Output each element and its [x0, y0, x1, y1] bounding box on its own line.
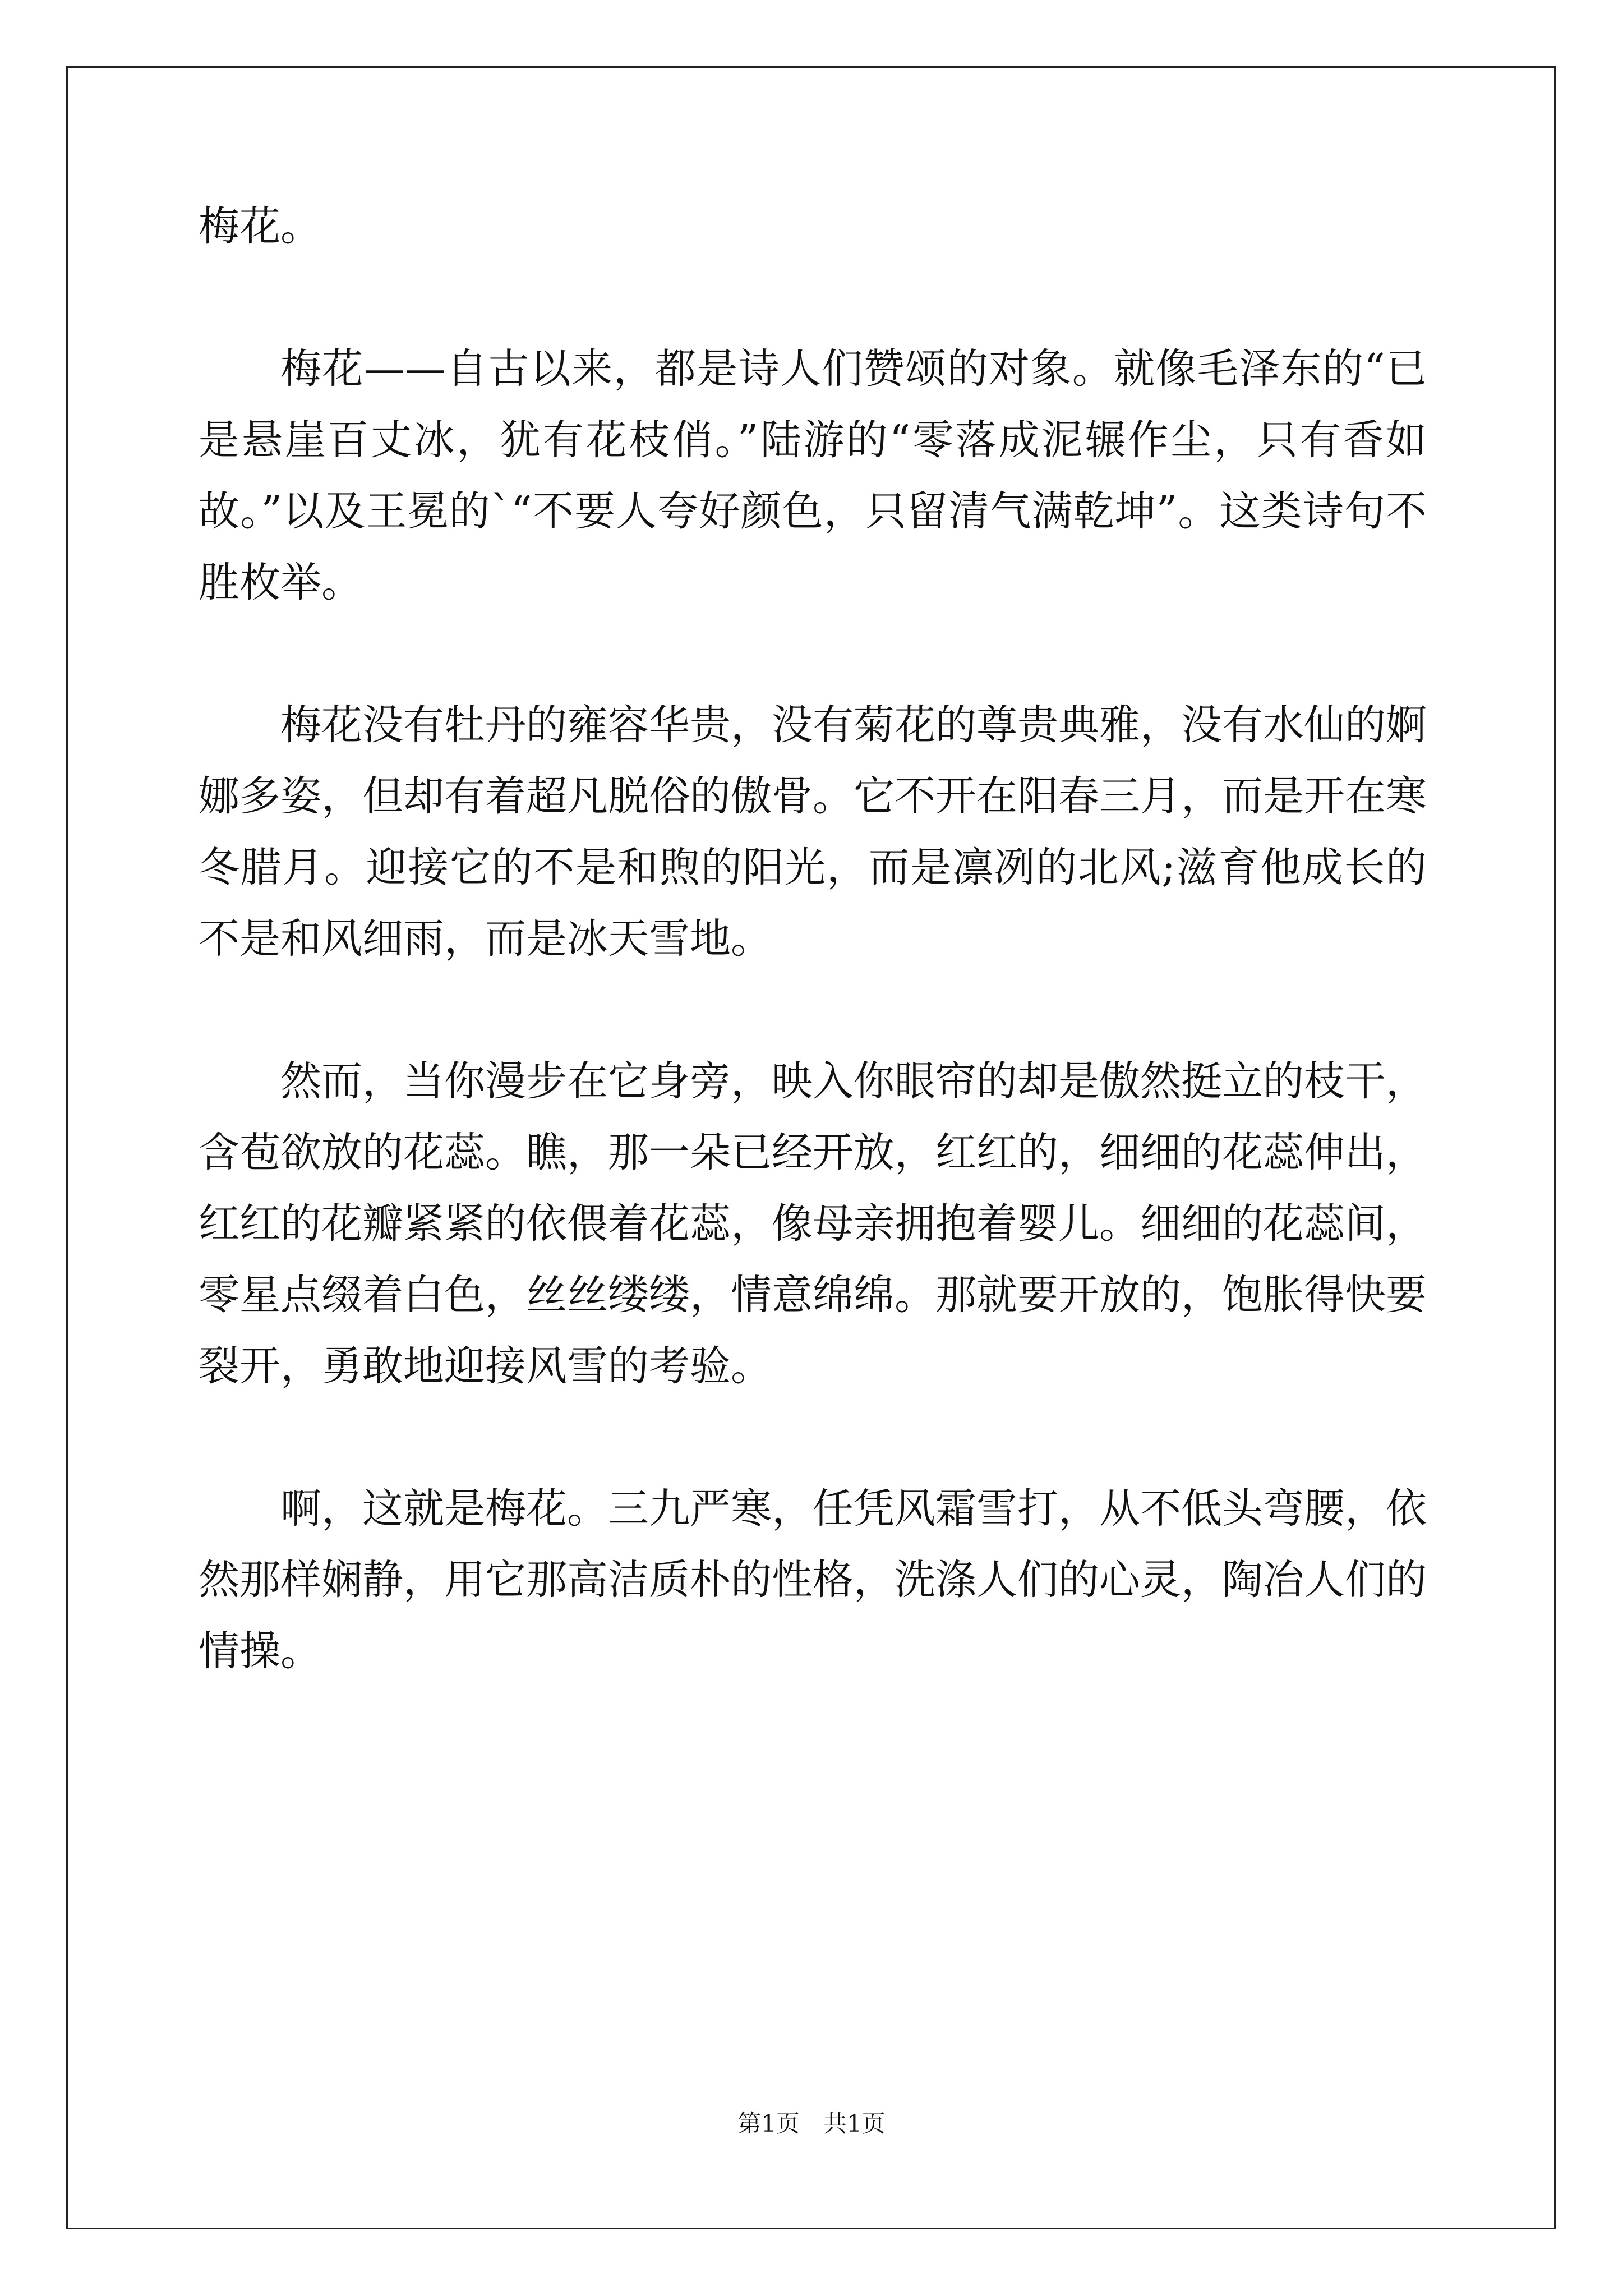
paragraph-5: 啊，这就是梅花。三九严寒，任凭风霜雪打，从不低头弯腰，依然那样娴静，用它那高洁质朴的性格，洗涤人们的心灵，陶冶人们的情操。: [199, 1485, 1427, 1675]
paragraph-2: 梅花——自古以来，都是诗人们赞颂的对象。就像毛泽东的“已是悬崖百丈冰，犹有花枝俏。”陆游的“零落成泥辗作尘，只有香如故。”以及王冕的`“不要人夸好颜色，只留清气满乾坤”。这类诗句不胜枚举。: [199, 345, 1427, 606]
paragraph-4: 然而，当你漫步在它身旁，映入你眼帘的却是傲然挺立的枝干，含苞欲放的花蕊。瞧，那一朵已经开放，红红的，细细的花蕊伸出，红红的花瓣紧紧的依偎着花蕊，像母亲拥抱着婴儿。细细的花蕊间，零星点缀着白色，丝丝缕缕，情意绵绵。那就要开放的，饱胀得快要裂开，勇敢地迎接风雪的考验。: [199, 1057, 1427, 1390]
document-body: [199, 191, 1427, 1687]
page-footer: 第1页 共1页: [737, 2110, 886, 2137]
paragraph-1: 梅花。: [199, 203, 321, 250]
paragraph-3: 梅花没有牡丹的雍容华贵，没有菊花的尊贵典雅，没有水仙的婀娜多姿，但却有着超凡脱俗的傲骨。它不开在阳春三月，而是开在寒冬腊月。迎接它的不是和煦的阳光，而是凛冽的北风;滋育他成长的不是和风细雨，而是冰天雪地。: [199, 701, 1427, 963]
